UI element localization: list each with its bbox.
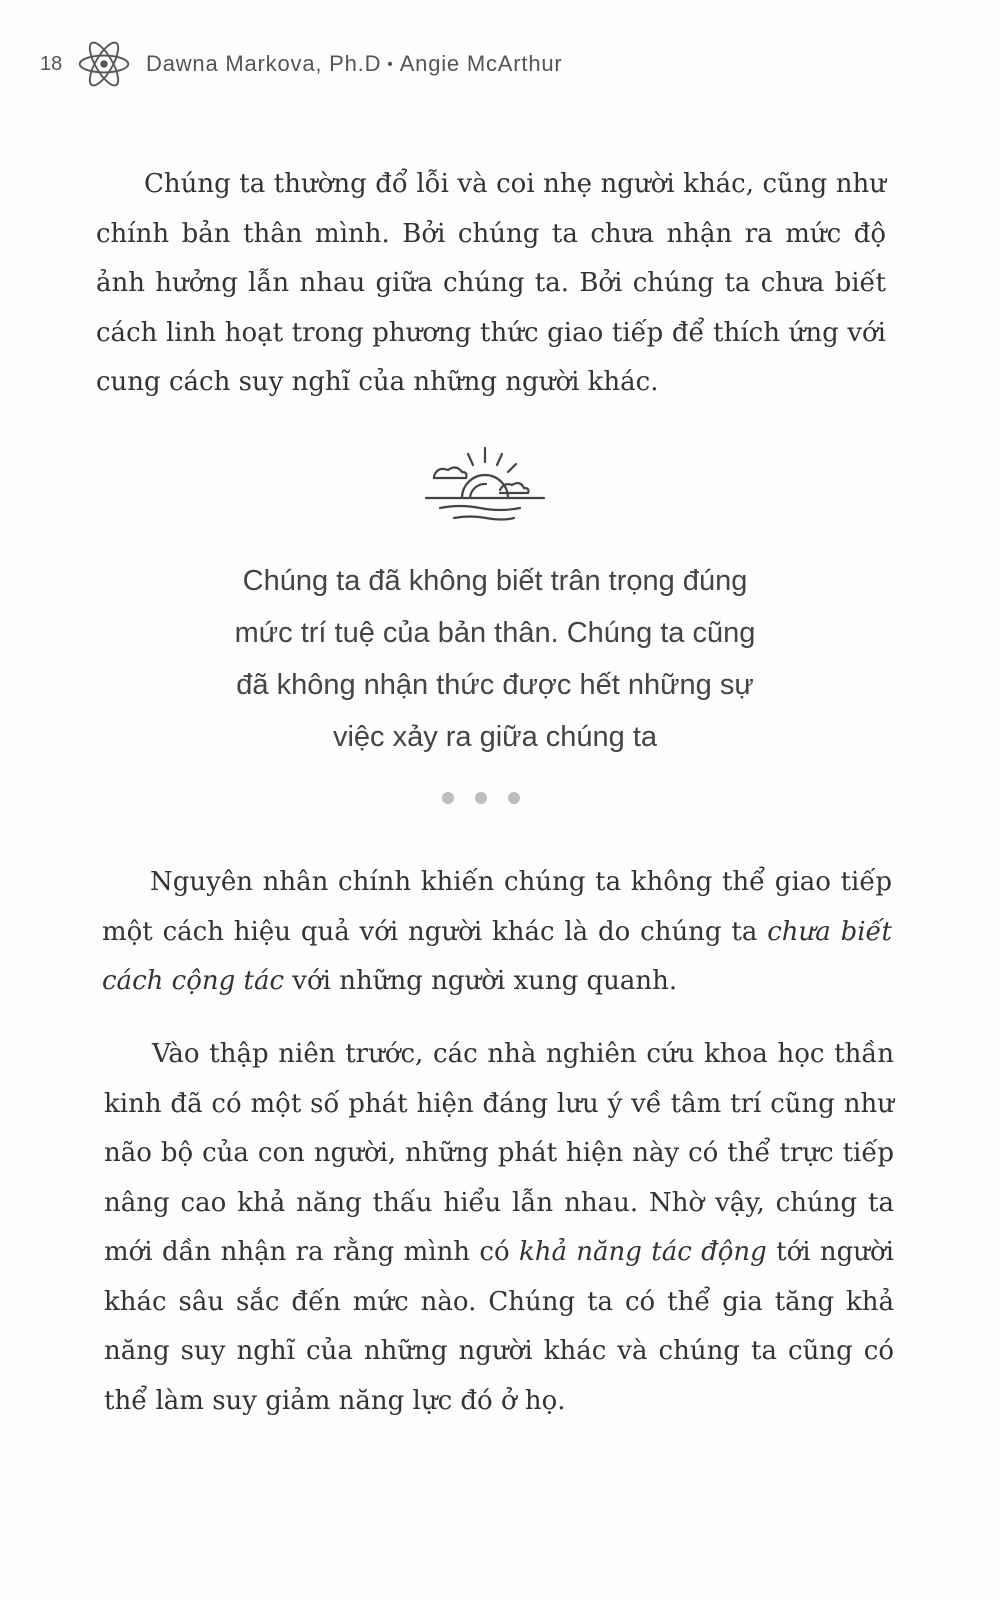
text-run: tới người khác sâu sắc đến mức nào. Chúng ta có thể gia tăng khả năng suy nghĩ của những người khác và chúng ta cũng có thể làm suy giảm năng lực đó ở họ.: [104, 1237, 894, 1416]
dot: [442, 792, 454, 804]
body-paragraph: [102, 858, 892, 1007]
authors: [146, 51, 563, 77]
quote-line: Chúng ta đã không biết trân trọng đúng: [242, 565, 748, 597]
text-run: Nguyên nhân chính khiến chúng ta không thể giao tiếp một cách hiệu quả với người khác là do chúng ta: [102, 867, 892, 947]
paragraph-text: [102, 858, 892, 1007]
sunrise-icon: [420, 440, 550, 530]
pull-quote: [150, 555, 840, 763]
three-dots-icon: [442, 792, 520, 804]
page-header: [40, 44, 563, 84]
paragraph-text: [104, 1030, 894, 1426]
page-number: 18: [40, 52, 63, 75]
author-name: Dawna Markova, Ph.D: [146, 51, 382, 76]
quote-line: đã không nhận thức được hết những sự: [236, 669, 754, 701]
emphasis-text: chưa biết cách cộng tác: [102, 916, 892, 996]
text-run: với những người xung quanh.: [284, 966, 678, 996]
emphasis-text: khả năng tác động: [518, 1237, 767, 1267]
body-paragraph: [96, 160, 886, 408]
author-separator: •: [387, 56, 394, 73]
text-run: Vào thập niên trước, các nhà nghiên cứu khoa học thần kinh đã có một số phát hiện đáng lưu ý về tâm trí cũng như não bộ của con người, những phát hiện này có thể trực tiếp nâng cao khả năng thấu hiểu lẫn nhau. Nhờ vậy, chúng ta mới dần nhận ra rằng mình có: [104, 1039, 894, 1267]
quote-line: mức trí tuệ của bản thân. Chúng ta cũng: [234, 617, 756, 649]
body-paragraph: [104, 1030, 894, 1426]
dot: [508, 792, 520, 804]
dot: [475, 792, 487, 804]
quote-line: việc xảy ra giữa chúng ta: [332, 721, 658, 753]
paragraph-text: Chúng ta thường đổ lỗi và coi nhẹ người khác, cũng như chính bản thân mình. Bởi chúng ta chưa nhận ra mức độ ảnh hưởng lẫn nhau giữa chúng ta. Bởi chúng ta chưa biết cách linh hoạt trong phương thức giao tiếp để thích ứng với cung cách suy nghĩ của những người khác.: [96, 169, 886, 397]
atom-icon: [76, 36, 132, 92]
author-name: Angie McArthur: [399, 51, 563, 76]
